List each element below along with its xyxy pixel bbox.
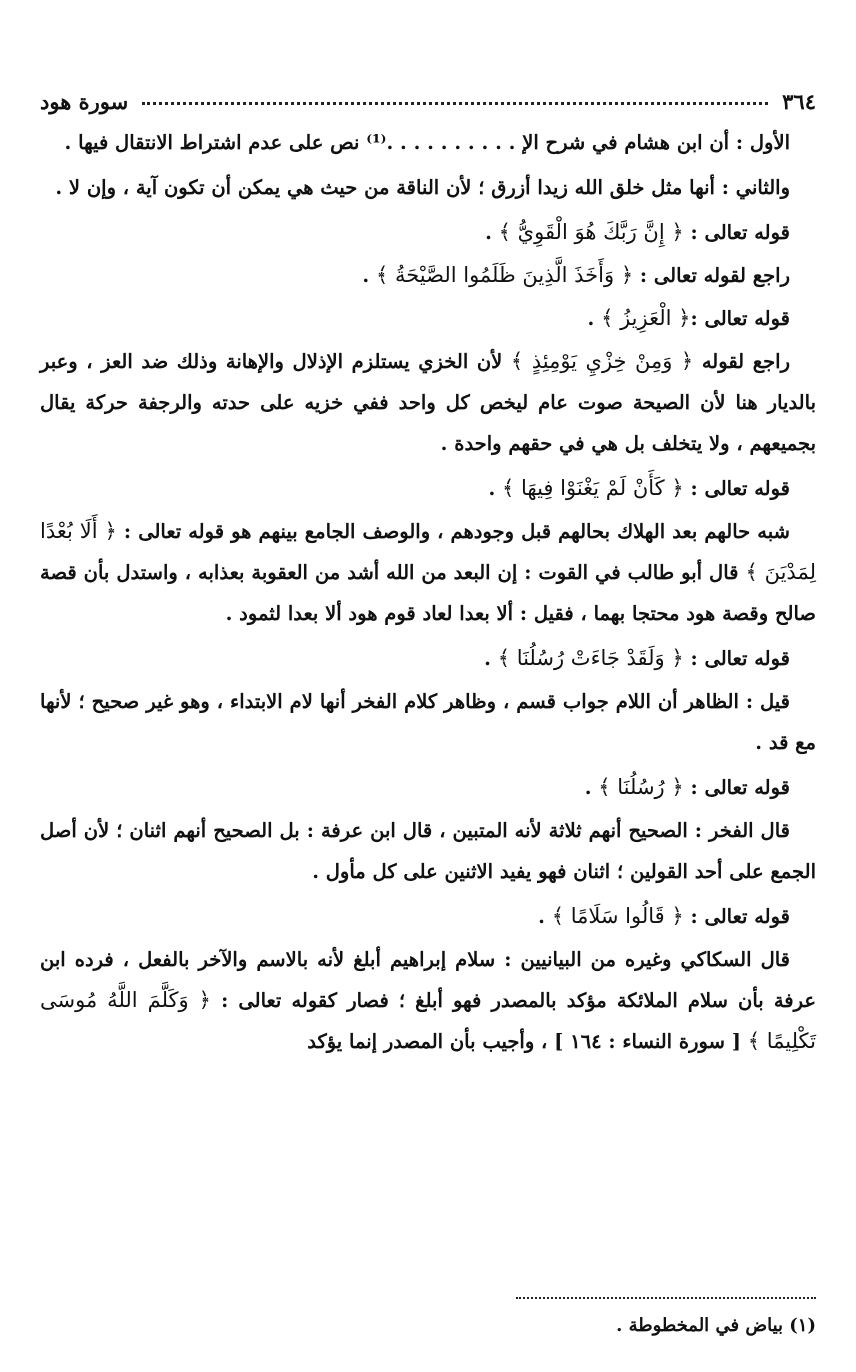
page-body [40,122,816,1066]
footnote-divider [516,1297,816,1299]
quran-verse: ﴿ إِنَّ رَبَّكَ هُوَ الْقَوِيُّ ﴾ [498,220,684,244]
verse-heading-label: قوله تعالى : [683,905,790,928]
paragraph [40,939,816,1062]
quran-verse: ﴿ وَكَلَّمَ اللَّهُ مُوسَى تَكْلِيمًا ﴾ [40,988,816,1053]
paragraph-text: راجع لقوله [693,350,791,373]
quran-verse: ﴿ قَالُوا سَلَامًا ﴾ [551,904,684,928]
paragraph-text: راجع لقوله تعالى : [633,264,790,287]
quran-verse: ﴿ رُسُلُنَا ﴾ [598,775,684,799]
paragraph [40,810,816,892]
running-header [40,84,816,118]
paragraph [40,341,816,464]
paragraph-text: قال السكاكي وغيره من البيانيين : سلام إبراهيم أبلغ لأنه بالاسم والآخر بالفعل ، فرده ابن عرفة بأن سلام الملائكة مؤكد بالمصدر فهو أبلغ ؛ فصار كقوله تعالى : [40,948,816,1012]
paragraph-text: قال أبو طالب في القوت : إن البعد من الله أشد من العقوبة بعذابه ، واستدل بأن قصة صالح وقصة هود محتجا بهما ، فقيل : ألا بعدا لعاد قوم هود ألا بعدا لثمود . [40,561,816,625]
verse-heading [40,896,816,937]
paragraph [40,511,816,634]
quran-verse: ﴿ وَأَخَذَ الَّذِينَ ظَلَمُوا الصَّيْحَةُ ﴾ [375,263,634,287]
verse-heading-tail: . [485,221,499,244]
verse-heading [40,468,816,509]
verse-heading-label: قوله تعالى : [683,477,790,500]
paragraph [40,122,816,163]
verse-heading-label: قوله تعالى : [690,307,790,330]
verse-heading [40,767,816,808]
quran-verse: ﴿ الْعَزِيزُ ﴾ [601,306,691,330]
paragraph [40,681,816,763]
surah-title: سورة هود [40,88,129,114]
paragraph [40,167,816,208]
header-dotted-leader [142,102,768,105]
verse-heading-tail: . [488,477,503,500]
verse-heading-tail: . [484,647,498,670]
quran-verse: ﴿ أَلَا بُعْدًا لِمَدْيَنَ ﴾ [40,519,816,584]
paragraph-text: والثاني : أنها مثل خلق الله زيدا أزرق ؛ لأن الناقة من حيث هي يمكن أن تكون آية ، وإن لا . [55,176,790,199]
verse-heading-label: قوله تعالى : [683,776,790,799]
paragraph [40,255,816,296]
paragraph-text: . [362,264,376,287]
verse-heading [40,298,816,339]
page-number: ٣٦٤ [782,88,816,114]
verse-heading-tail: . [538,905,552,928]
quran-verse: ﴿ وَمِنْ خِزْيِ يَوْمِئِذٍ ﴾ [510,349,694,373]
paragraph-text: لأن الخزي يستلزم الإذلال والإهانة وذلك ضد العز ، وعبر بالديار هنا لأن الصيحة صوت عام ليخص كل واحد ففي خزيه على حدته والرجفة حركة يقال بجميعهم ، ولا يتخلف بل هي في حقهم واحدة . [40,350,816,455]
verse-heading-label: قوله تعالى : [683,647,790,670]
quran-verse: ﴿ كَأَنْ لَمْ يَغْنَوْا فِيهَا ﴾ [502,476,684,500]
verse-heading-label: قوله تعالى : [683,221,790,244]
paragraph-text: [ سورة النساء : ١٦٤ ] ، وأجيب بأن المصدر إنما يؤكد [307,1030,748,1053]
paragraph-text: قال الفخر : الصحيح أنهم ثلاثة لأنه المتبين ، قال ابن عرفة : بل الصحيح أنهم اثنان ؛ لأن أصل الجمع على أحد القولين ؛ اثنان فهو يفيد الاثنين على كل مأول . [40,819,816,883]
paragraph-text: قيل : الظاهر أن اللام جواب قسم ، وظاهر كلام الفخر أنها لام الابتداء ، وهو غير صحيح ؛ لأنها مع قد . [40,690,816,754]
verse-heading [40,638,816,679]
paragraph-text: شبه حالهم بعد الهلاك بحالهم قبل وجودهم ، والوصف الجامع بينهم هو قوله تعالى : [116,520,790,543]
verse-heading-tail: . [587,307,602,330]
quran-verse: ﴿ وَلَقَدْ جَاءَتْ رُسُلُنَا ﴾ [497,646,684,670]
paragraph-text: الأول : أن ابن هشام في شرح الإ . . . . . . . . . .⁽¹⁾ نص على عدم اشتراط الانتقال فيها . [64,131,790,154]
footnote: (١) بياض في المخطوطة . [616,1315,816,1336]
verse-heading [40,212,816,253]
verse-heading-tail: . [584,776,599,799]
